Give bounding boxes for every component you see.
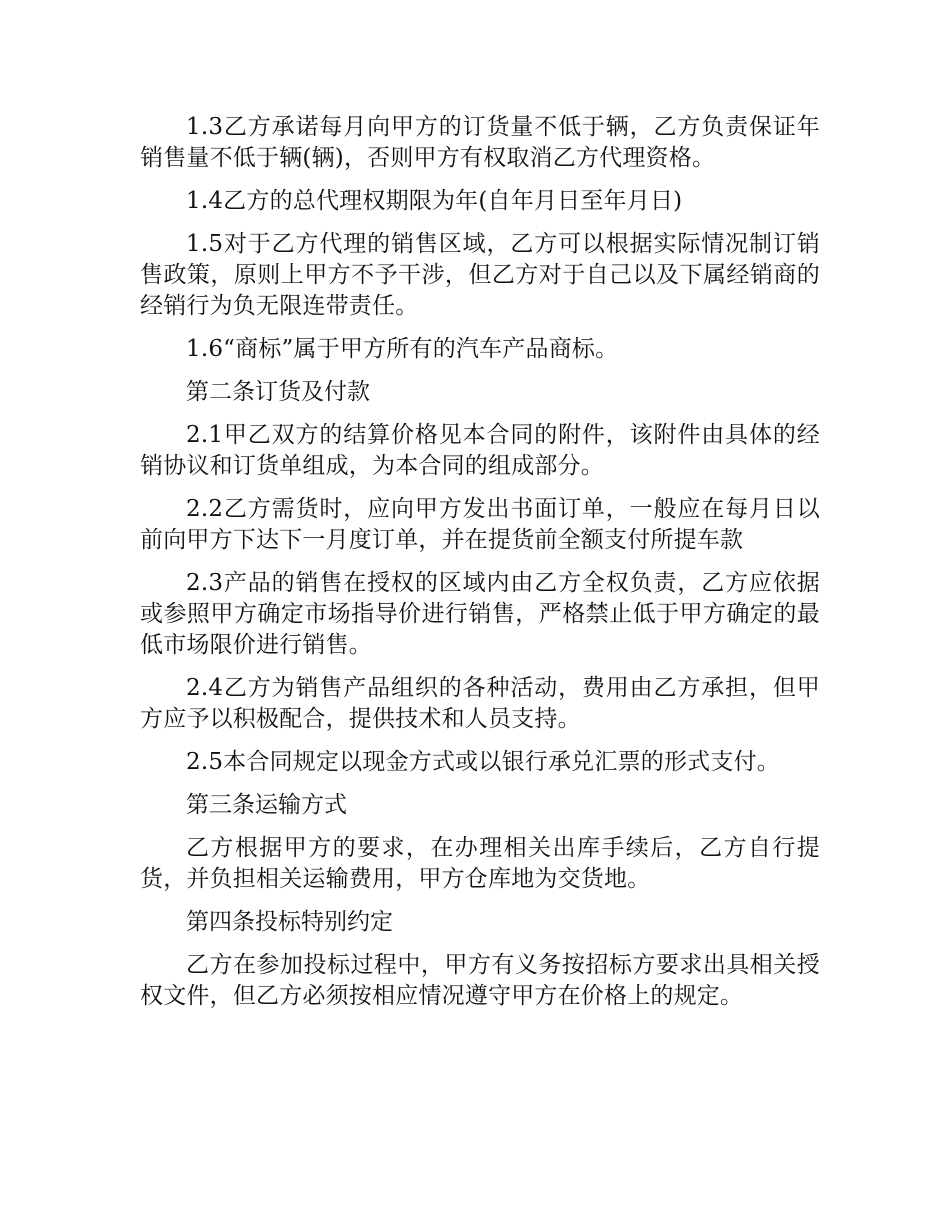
clause-1-3: 1.3乙方承诺每月向甲方的订货量不低于辆，乙方负责保证年销售量不低于辆(辆)，否则甲方有权取消乙方代理资格。 [140,114,820,171]
article-3-body: 乙方根据甲方的要求，在办理相关出库手续后，乙方自行提货，并负担相关运输费用，甲方仓库地为交货地。 [140,835,820,892]
clause-1-4: 1.4乙方的总代理权期限为年(自年月日至年月日) [186,188,683,214]
article-3-heading: 第三条运输方式 [186,792,347,818]
clause-2-5: 2.5本合同规定以现金方式或以银行承兑汇票的形式支付。 [186,749,780,775]
clause-2-3: 2.3产品的销售在授权的区域内由乙方全权负责，乙方应依据或参照甲方确定市场指导价进行销售，严格禁止低于甲方确定的最低市场限价进行销售。 [140,570,820,658]
clause-2-1: 2.1甲乙双方的结算价格见本合同的附件，该附件由具体的经销协议和订货单组成，为本合同的组成部分。 [140,422,820,479]
article-2-heading: 第二条订货及付款 [186,379,370,405]
clause-2-4: 2.4乙方为销售产品组织的各种活动，费用由乙方承担，但甲方应予以积极配合，提供技术和人员支持。 [140,675,820,732]
document-body [140,112,820,1024]
clause-1-5: 1.5对于乙方代理的销售区域，乙方可以根据实际情况制订销售政策，原则上甲方不予干涉，但乙方对于自己以及下属经销商的经销行为负无限连带责任。 [140,231,820,319]
article-4-body: 乙方在参加投标过程中，甲方有义务按招标方要求出具相关授权文件，但乙方必须按相应情况遵守甲方在价格上的规定。 [140,952,820,1009]
clause-2-2: 2.2乙方需货时，应向甲方发出书面订单，一般应在每月日以前向甲方下达下一月度订单，并在提货前全额支付所提车款 [140,496,820,553]
article-4-heading: 第四条投标特别约定 [186,909,393,935]
clause-1-6: 1.6“商标”属于甲方所有的汽车产品商标。 [186,336,619,362]
